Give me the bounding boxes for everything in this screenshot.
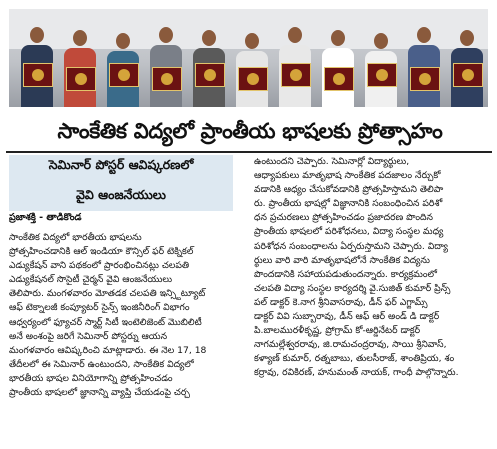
dateline: ప్రజాశక్తి - తాడికొండ: [9, 212, 82, 223]
seminar-poster: [367, 63, 397, 87]
seminar-poster: [195, 63, 225, 87]
left-column: [9, 231, 233, 400]
right-line: వడానికి ఆధ్యం చేసుకోవడానికి ప్రోత్సహిస్తామని తెలిపా: [254, 184, 444, 196]
seminar-poster: [23, 63, 53, 87]
right-line: పరిశోధన సంబంధాలను ఏర్పరుస్తామని చెప్పారు. విద్యా: [254, 240, 448, 252]
person-head: [30, 27, 44, 43]
photo-person: [361, 19, 401, 107]
right-line: పి.బాలమురళీకృష్ణ, ప్రోగ్రామ్ కో-ఆర్డినేటర్ డాక్టర్: [254, 325, 421, 337]
person-head: [374, 33, 388, 49]
right-line: కళ్యాణ్ కుమార్, రత్నబాబు, తులసీరాజ్, శాంతిప్రియ, శం: [254, 353, 455, 365]
right-column: [254, 155, 490, 381]
person-head: [460, 30, 474, 46]
seminar-poster: [281, 63, 311, 87]
photo-person: [447, 19, 487, 107]
headline-rule: [6, 151, 492, 153]
left-line: ఎడ్యుకేషనల్ సొసైటీ చైర్మన్ వైవి ఆంజనేయులు: [9, 274, 173, 286]
right-line: రు. ప్రాంతీయ భాషల్లో విజ్ఞానానికి సంబంధించిన పరిశో: [254, 198, 443, 210]
seminar-poster: [109, 63, 139, 87]
right-line: ధన ప్రచురణలు ప్రోత్సహించడం ప్రజాదరణ పొందిన: [254, 212, 433, 224]
left-line: ఆఫ్ టెక్నాలజీ కంప్యూటర్ సైన్స్ ఇంజినీరింగ్ విభాగం: [9, 302, 190, 314]
person-head: [116, 33, 130, 49]
photo-person: [17, 19, 57, 107]
person-head: [202, 30, 216, 46]
left-line: ప్రాంతీయ భాషలలో జ్ఞానాన్ని వ్యాప్తి చేయడంపై చర్చ: [9, 387, 190, 399]
left-line: ప్రోత్సహించడానికి ఆల్ ఇండియా కౌన్సిల్ ఫర్ టెక్నికల్: [9, 246, 194, 258]
photo-person: [60, 19, 100, 107]
left-line: అనే అంశంపై జరిగే సెమినార్ పోస్టర్ను ఆయన: [9, 330, 168, 342]
right-line: కర్రావు, రవికిరణ్, హనుమంత్ నాయక్, గాంధీ పాల్గొన్నారు.: [254, 367, 459, 379]
photo-person: [232, 19, 272, 107]
right-line: ఆధ్యాపకులు మాతృభాష సాంకేతిక పదజాలం నేర్చుకో: [254, 170, 441, 182]
left-line: ఎడ్యుకేషన్ వాని పథకంలో ప్రారంభించినట్లు చలపతి: [9, 260, 190, 272]
seminar-poster: [66, 67, 96, 91]
photo-person: [404, 19, 444, 107]
person-head: [417, 27, 431, 43]
right-line: పొందడానికి సహాయపడుతుందన్నారు. కార్యక్రమంలో: [254, 268, 438, 280]
person-head: [288, 27, 302, 43]
photo-person: [146, 19, 186, 107]
left-line: మంగళవారం ఆవిష్కరించి మాట్లాడారు. ఈ నెల 17, 18: [9, 344, 207, 356]
photo-person: [318, 19, 358, 107]
right-line: పల్ డాక్టర్ కె.నాగ శ్రీనివాసరావు, డీన్ ఫర్ ఎగ్జామ్స్: [254, 296, 428, 308]
seminar-poster: [410, 67, 440, 91]
left-line: భారతీయ భాషల వినియోగాన్ని ప్రోత్సహించడం: [9, 372, 173, 384]
subheadline-line-1: సెమినార్ పోస్టర్ ఆవిష్కరణలో: [48, 157, 194, 172]
person-head: [159, 27, 173, 43]
right-line: ఉంటుందని చెప్పారు. సెమినార్లో విద్యార్థులు,: [254, 156, 410, 167]
left-line: సాంకేతిక విద్యలో భారతీయ భాషలను: [9, 232, 142, 243]
photo-person: [189, 19, 229, 107]
seminar-poster: [238, 67, 268, 91]
person-head: [73, 30, 87, 46]
right-line: నాగమల్లేశ్వరరావు, జి.రామచంద్రరావు, సాయి శ్రీనివాస్,: [254, 339, 447, 351]
headline: సాంకేతిక విద్యలో ప్రాంతీయ భాషలకు ప్రోత్సాహం: [57, 119, 443, 143]
person-head: [245, 33, 259, 49]
seminar-poster: [453, 63, 483, 87]
left-line: ఆధ్వర్యంలో ఫ్యూచర్ స్మార్ట్ సిటీ ఇంటెలిజెంట్ మొబిలిటీ: [9, 316, 202, 328]
right-line: చలపతి విద్యా సంస్థల కార్యదర్శి వై.సుజిత్ కుమార్ ప్రిన్స్: [254, 282, 451, 294]
person-head: [331, 30, 345, 46]
right-line: ర్థులు వారి వారి మాతృభాషలోనే సాంకేతిక విద్యను: [254, 254, 430, 266]
right-line: డాక్టర్ వివి సుబ్బారావు, డీన్ ఆఫ్ ఆర్ అండ్ డి డాక్టర్: [254, 311, 440, 323]
news-photo: [9, 9, 488, 107]
subheadline-box: [9, 155, 233, 211]
right-line: ప్రాంతీయ భాషలలో పరిశోధనలు, విద్యా సంస్థల మధ్య: [254, 226, 444, 238]
seminar-poster: [324, 67, 354, 91]
seminar-poster: [152, 67, 182, 91]
photo-person: [275, 19, 315, 107]
subheadline-line-2: వైవి ఆంజనేయులు: [76, 187, 166, 202]
left-line: తెలిపారు. మంగళవారం మోతడక చలపతి ఇన్స్టిట్యూట్: [9, 288, 206, 300]
left-line: తేదీలలో ఈ సెమినార్ ఉంటుందని, సాంకేతిక విద్యలో: [9, 358, 194, 370]
photo-person: [103, 19, 143, 107]
